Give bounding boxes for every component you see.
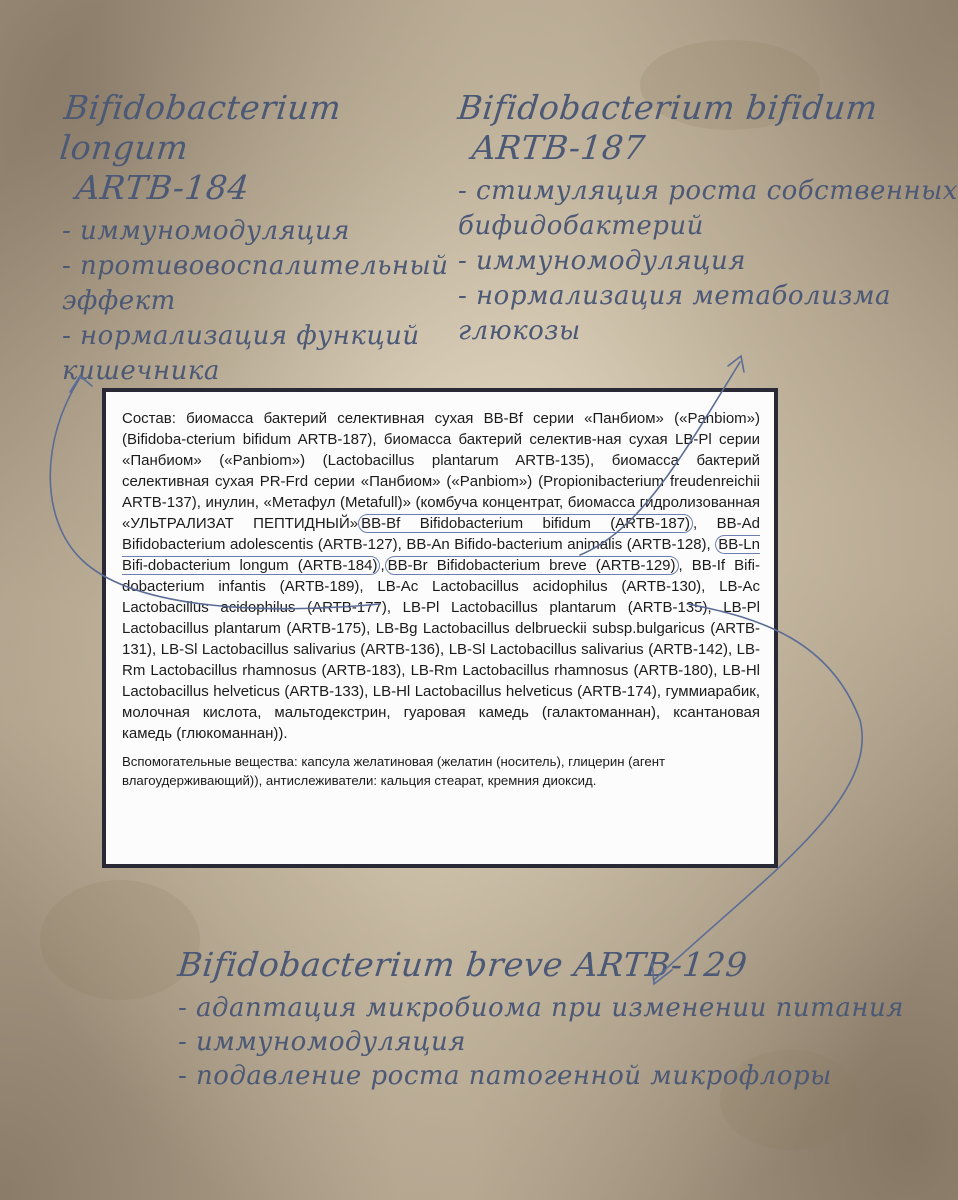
note-benefits-list <box>178 991 904 1093</box>
note-bifidobacterium-longum <box>57 88 449 389</box>
composition-text-middle: , BB-Ad Bifidobacterium adolescentis (ARTB-127), BB-An Bifido-bacterium animalis (ARTB-128), <box>122 515 760 553</box>
highlight-bifidum: BB-Bf Bifidobacterium bifidum (ARTB-187) <box>358 514 693 533</box>
list-item: - нормализация функций <box>62 321 420 351</box>
note-title: Bifidobacterium longum <box>57 88 344 167</box>
list-item: - иммуномодуляция <box>458 246 746 276</box>
arrowhead-icon <box>728 356 744 372</box>
list-item: - адаптация микробиома при изменении питания <box>178 993 904 1023</box>
note-title: Bifidobacterium breve ARTB-129 <box>176 945 750 984</box>
list-item: - иммуномодуляция <box>62 216 350 246</box>
composition-text-end: , BB-If Bifi-dobacterium infantis (ARTB-189), LB-Ac Lactobacillus acidophilus (ARTB-130), LB-Ac Lactobacillus acidophilus (ARTB-177), LB-Pl Lactobacillus plantarum (ARTB-135), LB-Pl Lactobacillus plantarum (ARTB-175), LB-Bg Lactobacillus delbrueckii subsp.bulgaricus (ARTB-131), LB-Sl Lactobacillus salivarius (ARTB-136), LB-Sl Lactobacillus salivarius (ARTB-142), LB-Rm Lactobacillus rhamnosus (ARTB-183), LB-Rm Lactobacillus rhamnosus (ARTB-180), LB-Hl Lactobacillus helveticus (ARTB-133), LB-Hl Lactobacillus helveticus (ARTB-174), гуммиарабик, молочная кислота, мальтодекстрин, гуаровая камедь (галактоманнан), ксантановая камедь (глюкоманнан)). <box>122 557 760 742</box>
list-item: эффект <box>62 286 176 316</box>
composition-text-start: Состав: биомасса бактерий селективная сухая BB-Bf серии «Панбиом» («Panbiom») (Bifidoba-cterium bifidum ARTB-187), биомасса бактерий селектив-ная сухая LB-Pl серии «Панбиом» («Panbiom») (Lactobacillus plantarum ARTB-135), биомасса бактерий селективная сухая PR-Frd серии «Панбиом» («Panbiom») (Propionibacterium freudenreichii ARTB-137), инулин, «Метафул (Metafull)» (комбуча концентрат, биомасса гидролизованная «УЛЬТРАЛИЗАТ ПЕПТИДНЫЙ» <box>122 410 760 532</box>
note-benefits-list <box>62 214 449 389</box>
list-item: - стимуляция роста собственных <box>458 176 958 206</box>
note-bifidobacterium-breve <box>176 945 904 1093</box>
list-item: - нормализация метаболизма <box>458 281 892 311</box>
auxiliary-substances-text: Вспомогательные вещества: капсула желатиновая (желатин (носитель), глицерин (агент влагоудерживающий)), антислеживатели: кальция стеарат, кремния диоксид. <box>122 754 666 788</box>
list-item: - иммуномодуляция <box>178 1027 466 1057</box>
note-benefits-list <box>458 174 958 349</box>
note-strain-code: ARTB-184 <box>74 168 252 207</box>
note-bifidobacterium-bifidum <box>456 88 958 349</box>
list-item: глюкозы <box>458 316 581 346</box>
list-item: кишечника <box>62 356 220 386</box>
list-item: - подавление роста патогенной микрофлоры <box>178 1061 832 1091</box>
composition-text <box>122 408 760 744</box>
comma-separator: , <box>380 557 385 574</box>
list-item: - противовоспалительный <box>62 251 449 281</box>
note-title: Bifidobacterium bifidum <box>456 88 880 127</box>
highlight-breve: BB-Br Bifidobacterium breve (ARTB-129) <box>385 556 679 575</box>
list-item: бифидобактерий <box>458 211 704 241</box>
ingredients-label-box <box>102 388 778 868</box>
highlight-longum: BB-Ln Bifi-dobacterium longum (ARTB-184) <box>122 536 760 574</box>
note-strain-code: ARTB-187 <box>470 128 648 167</box>
